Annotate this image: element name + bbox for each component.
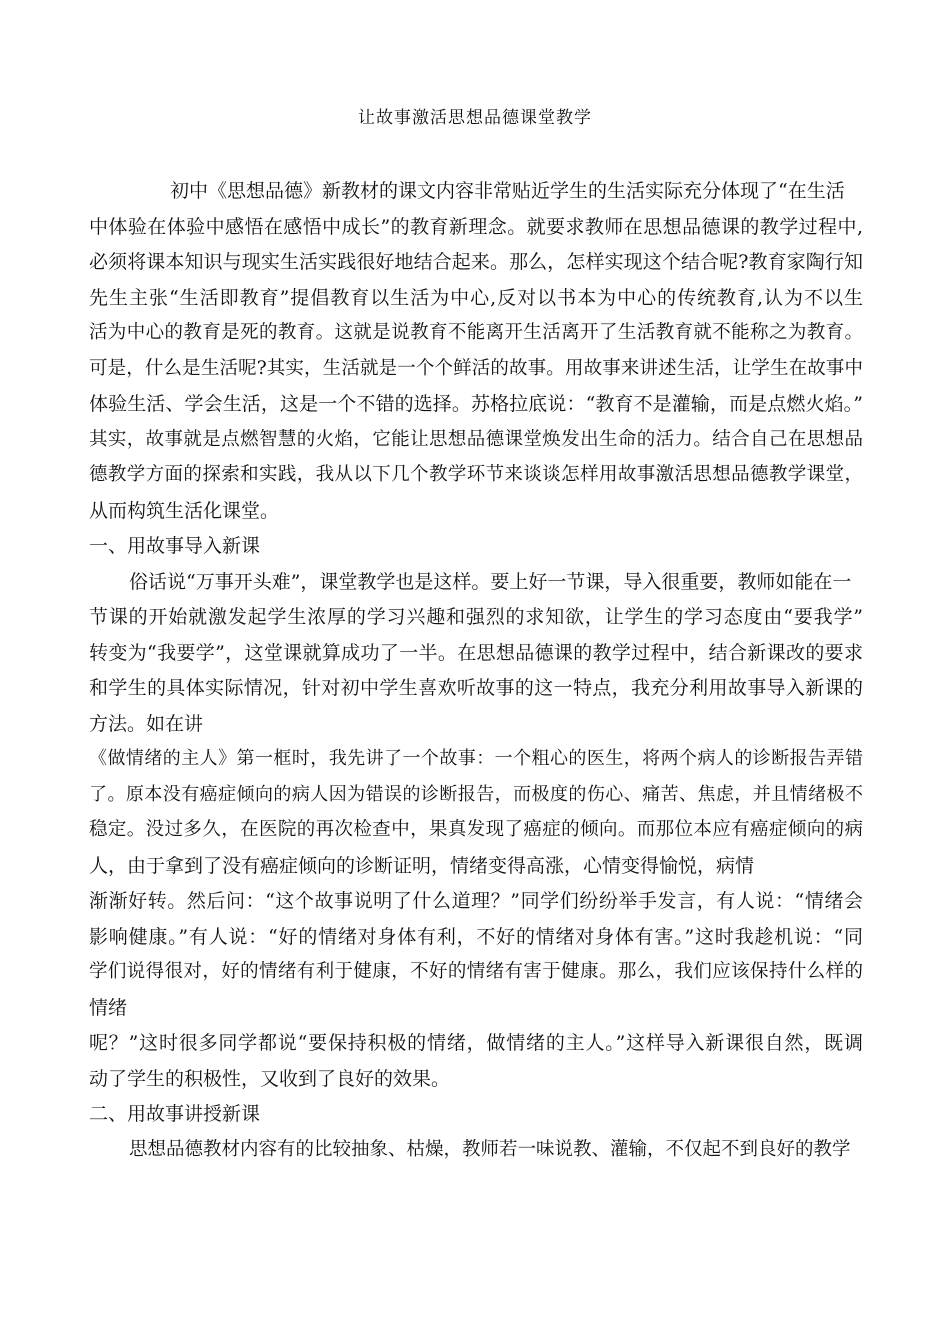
text-line: 学们说得很对，好的情绪有利于健康，不好的情绪有害于健康。那么，我们应该保持什么样的 <box>89 961 863 982</box>
text-line: 方法。如在讲 <box>89 713 204 735</box>
text-line: 可是，什么是生活呢?其实，生活就是一个个鲜活的故事。用故事来讲述生活，让学生在故事中 <box>89 358 863 379</box>
text-line: 节课的开始就激发起学生浓厚的学习兴趣和强烈的求知欲，让学生的学习态度由“要我学” <box>89 606 863 628</box>
text-line: 转变为“我要学”，这堂课就算成功了一半。在思想品德课的教学过程中，结合新课改的要求 <box>89 642 863 664</box>
text-line: 和学生的具体实际情况，针对初中学生喜欢听故事的这一特点，我充分利用故事导入新课的 <box>89 677 863 699</box>
text-line: 人，由于拿到了没有癌症倾向的诊断证明，情绪变得高涨，心情变得愉悦，病情 <box>89 855 755 877</box>
text-line: 渐渐好转。然后问：“这个故事说明了什么道理？”同学们纷纷举手发言，有人说：“情绪会 <box>89 890 863 912</box>
text-line: 俗话说“万事开头难”，课堂教学也是这样。要上好一节课，导入很重要，教师如能在一 <box>129 571 852 593</box>
text-line: 稳定。没过多久，在医院的再次检查中，果真发现了癌症的倾向。而那位本应有癌症倾向的病 <box>89 819 863 840</box>
text-line: 呢？”这时很多同学都说“要保持积极的情绪，做情绪的主人。”这样导入新课很自然，既调 <box>89 1032 863 1054</box>
text-line: 从而构筑生活化课堂。 <box>89 500 280 522</box>
section-heading: 二、用故事讲授新课 <box>89 1103 261 1125</box>
document-title: 让故事激活思想品德课堂教学 <box>358 108 592 128</box>
text-line: 德教学方面的探索和实践，我从以下几个教学环节来谈谈怎样用故事激活思想品德教学课堂， <box>89 464 863 485</box>
text-line: 初中《思想品德》新教材的课文内容非常贴近学生的生活实际充分体现了“在生活 <box>170 180 845 202</box>
section-heading: 一、用故事导入新课 <box>89 535 261 557</box>
text-line: 思想品德教材内容有的比较抽象、枯燥，教师若一味说教、灌输，不仅起不到良好的教学 <box>129 1139 851 1160</box>
text-line: 《做情绪的主人》第一框时，我先讲了一个故事：一个粗心的医生，将两个病人的诊断报告弄错 <box>89 748 863 769</box>
text-line: 先生主张“生活即教育”提倡教育以生活为中心,反对以书本为中心的传统教育,认为不以生 <box>89 287 863 309</box>
text-line: 其实，故事就是点燃智慧的火焰，它能让思想品德课堂焕发出生命的活力。结合自己在思想品 <box>89 429 863 450</box>
text-line: 了。原本没有癌症倾向的病人因为错误的诊断报告，而极度的伤心、痛苦、焦虑，并且情绪极不 <box>89 784 863 805</box>
text-line: 必须将课本知识与现实生活实践很好地结合起来。那么，怎样实现这个结合呢?教育家陶行知 <box>89 251 863 273</box>
text-line: 体验生活、学会生活，这是一个不错的选择。苏格拉底说：“教育不是灌输，而是点燃火焰。” <box>89 393 863 415</box>
text-line: 情绪 <box>89 997 128 1019</box>
text-line: 影响健康。”有人说：“好的情绪对身体有利，不好的情绪对身体有害。”这时我趁机说：“同 <box>89 926 863 948</box>
text-line: 中体验在体验中感悟在感悟中成长”的教育新理念。就要求教师在思想品德课的教学过程中, <box>89 216 863 238</box>
text-line: 动了学生的积极性，又收到了良好的效果。 <box>89 1068 451 1090</box>
text-line: 活为中心的教育是死的教育。这就是说教育不能离开生活离开了生活教育就不能称之为教育。 <box>89 322 863 343</box>
